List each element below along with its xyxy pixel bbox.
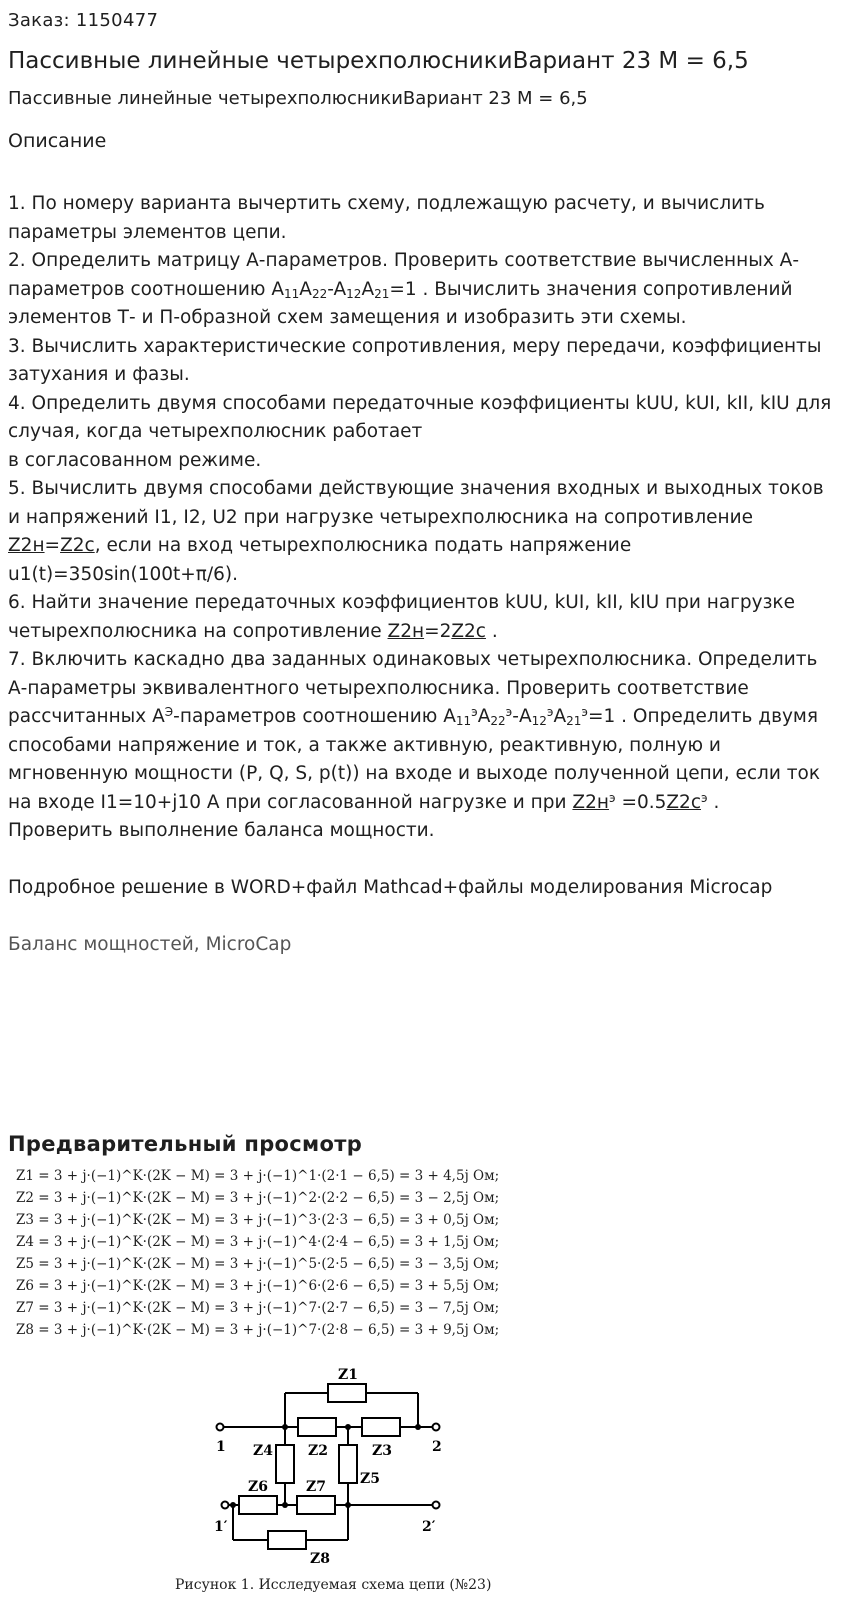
junction-dot — [345, 1502, 351, 1508]
junction-dot — [345, 1424, 351, 1430]
task-1: 1. По номеру варианта вычертить схему, подлежащую расчету, и вычислить параметры элементов цепи. — [8, 193, 765, 243]
resistor-z4 — [276, 1445, 294, 1483]
junction-dot — [230, 1502, 236, 1508]
formula-row: Z5 = 3 + j·(−1)^K·(2K − M) = 3 + j·(−1)^5·(2·5 − 6,5) = 3 − 3,5j Ом; — [16, 1256, 500, 1272]
task-3: 3. Вычислить характеристические сопротивления, меру передачи, коэффициенты затухания и фазы. — [8, 335, 822, 385]
junction-dot — [415, 1424, 421, 1430]
label-z7: Z7 — [306, 1479, 326, 1495]
formula-row: Z8 = 3 + j·(−1)^K·(2K − M) = 3 + j·(−1)^7·(2·8 − 6,5) = 3 + 9,5j Ом; — [16, 1322, 500, 1338]
description-body — [8, 190, 838, 960]
label-z2: Z2 — [308, 1443, 328, 1459]
resistor-z3 — [362, 1418, 400, 1436]
label-z3: Z3 — [372, 1443, 392, 1459]
formula-row: Z3 = 3 + j·(−1)^K·(2K − M) = 3 + j·(−1)^3·(2·3 − 6,5) = 3 + 0,5j Ом; — [16, 1212, 500, 1228]
page-subtitle: Пассивные линейные четырехполюсникиВариант 23 М = 6,5 — [8, 88, 588, 109]
formula-row: Z7 = 3 + j·(−1)^K·(2K − M) = 3 + j·(−1)^7·(2·7 − 6,5) = 3 − 7,5j Ом; — [16, 1300, 500, 1316]
label-z5: Z5 — [360, 1471, 380, 1487]
task-6: 6. Найти значение передаточных коэффициентов kUU, kUI, kII, kIU при нагрузке четырехполюсника на сопротивление Z2н=2Z2c . — [8, 592, 795, 642]
label-z4: Z4 — [253, 1443, 273, 1459]
description-label: Описание — [8, 130, 107, 152]
junction-dot — [282, 1424, 288, 1430]
order-number: Заказ: 1150477 — [8, 10, 159, 31]
terminal-1p — [222, 1502, 229, 1509]
task-7: 7. Включить каскадно два заданных одинаковых четырехполюсника. Определить А-параметры эквивалентного четырехполюсника. Проверить соответствие рассчитанных $A^Э$-параметров соотношению $A_{11}^эA_{22}^э-A_{12}^эA_{21}^э=1$ . Определить двумя способами напряжение и ток, а также активную, реактивную, полную и мгновенную мощности (P, Q, S, p(t)) на входе и выходе полученной цепи, если ток на входе I1=10+j10 А при согласованной нагрузке и при $Z2н^э =0.5Z2c^э$ . Проверить выполнение баланса мощности. — [8, 649, 821, 841]
tags: Баланс мощностей, MicroCap — [8, 934, 292, 955]
terminal-2 — [433, 1424, 440, 1431]
label-node-2p: 2′ — [422, 1519, 436, 1535]
label-node-1p: 1′ — [214, 1519, 228, 1535]
formula-row: Z1 = 3 + j·(−1)^K·(2K − M) = 3 + j·(−1)^1·(2·1 − 6,5) = 3 + 4,5j Ом; — [16, 1168, 500, 1184]
terminal-2p — [433, 1502, 440, 1509]
label-z8: Z8 — [310, 1551, 330, 1567]
resistor-z7 — [297, 1496, 335, 1514]
resistor-z8 — [268, 1531, 306, 1549]
terminal-1 — [217, 1424, 224, 1431]
label-z6: Z6 — [248, 1479, 268, 1495]
page-title: Пассивные линейные четырехполюсникиВариант 23 М = 6,5 — [8, 48, 749, 74]
formula-row: Z2 = 3 + j·(−1)^K·(2K − M) = 3 + j·(−1)^2·(2·2 − 6,5) = 3 − 2,5j Ом; — [16, 1190, 500, 1206]
task-5: 5. Вычислить двумя способами действующие значения входных и выходных токов и напряжений I1, I2, U2 при нагрузке четырехполюсника на сопротивление Z2н=Z2c, если на вход четырехполюсника подать напряжение u1(t)=350sin(100t+π/6). — [8, 478, 824, 585]
resistor-z1 — [328, 1384, 366, 1402]
task-4: 4. Определить двумя способами передаточные коэффициенты kUU, kUI, kII, kIU для случая, когда четырехполюсник работает в согласованном режиме. — [8, 392, 832, 471]
label-node-1: 1 — [216, 1439, 226, 1455]
label-node-2: 2 — [432, 1439, 442, 1455]
resistor-z2 — [298, 1418, 336, 1436]
preview-title: Предварительный просмотр — [8, 1132, 363, 1156]
circuit-diagram — [208, 1355, 468, 1570]
summary-line: Подробное решение в WORD+файл Mathcad+файлы моделирования Microcap — [8, 877, 773, 898]
task-2: 2. Определить матрицу А-параметров. Проверить соответствие вычисленных А-параметров соотношению $A_{11}A_{22}-A_{12}A_{21}=1$ . Вычислить значения сопротивлений элементов Т- и П-образной схем замещения и изобразить эти схемы. — [8, 250, 800, 328]
figure-caption: Рисунок 1. Исследуемая схема цепи (№23) — [175, 1577, 492, 1593]
formula-row: Z6 = 3 + j·(−1)^K·(2K − M) = 3 + j·(−1)^6·(2·6 − 6,5) = 3 + 5,5j Ом; — [16, 1278, 500, 1294]
resistor-z5 — [339, 1445, 357, 1483]
formula-row: Z4 = 3 + j·(−1)^K·(2K − M) = 3 + j·(−1)^4·(2·4 − 6,5) = 3 + 1,5j Ом; — [16, 1234, 500, 1250]
resistor-z6 — [239, 1496, 277, 1514]
formula-list — [16, 1165, 499, 1341]
label-z1: Z1 — [338, 1367, 358, 1383]
junction-dot — [282, 1502, 288, 1508]
